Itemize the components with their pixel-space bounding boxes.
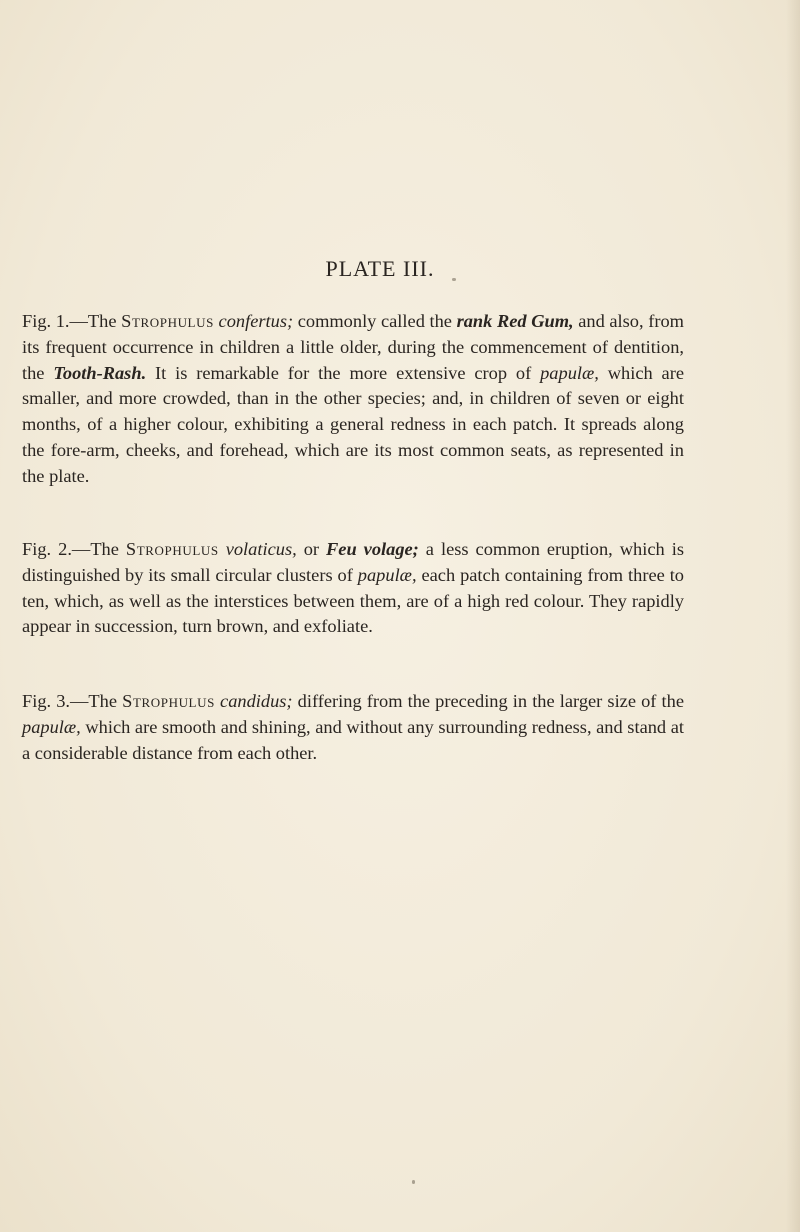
fig-1-genus: Strophulus (121, 311, 214, 331)
plate-title: PLATE III. (325, 256, 435, 281)
fig-2-common-name: Feu volage; (326, 539, 419, 559)
fig-1-label: Fig. 1. (22, 311, 70, 331)
paper-speck (412, 1180, 415, 1184)
fig-1-text-1: commonly called the (293, 311, 457, 331)
page-edge-shadow (786, 0, 800, 1232)
fig-2-text-2: a less common eruption, which is distinguished by its small circular clusters of (22, 539, 684, 585)
paper-speck (452, 278, 456, 281)
fig-2-description (22, 537, 684, 640)
fig-3-genus: Strophulus (122, 691, 215, 711)
fig-1-text-3: It is remarkable for the more extensive crop of (146, 362, 541, 383)
fig-2-label: Fig. 2. (22, 539, 72, 559)
fig-2-term: papulæ, (357, 564, 417, 585)
fig-1-dash: —The (69, 311, 122, 331)
fig-3-label: Fig. 3. (22, 691, 71, 711)
fig-3-description (22, 689, 684, 766)
fig-2-species: volaticus, (225, 539, 297, 559)
fig-1-common-name: rank Red Gum, (456, 311, 574, 331)
fig-3-text-2: which are smooth and shining, and without any surrounding redness, and stand at a considerable distance from each other. (22, 716, 684, 763)
fig-3-species: candidus; (220, 691, 293, 711)
fig-1-text-2: and also, from its frequent occurrence in children a little older, during the commencement of dentition, the (22, 311, 684, 383)
fig-3-text-1: differing from the preceding in the larger size of the (292, 691, 684, 711)
fig-2-text-3: each patch containing from three to ten, which, as well as the interstices between them, are of a high red colour. They rapidly appear in succession, turn brown, and exfoliate. (22, 564, 684, 637)
fig-1-species: confertus; (218, 311, 294, 331)
fig-2-text-1: or (296, 539, 327, 559)
fig-3-term: papulæ, (22, 716, 81, 737)
fig-3-dash: —The (70, 691, 123, 711)
fig-1-text-4: which are smaller, and more crowded, than in the other species; and, in children of seven or eight months, of a higher colour, exhibiting a general redness in each patch. It spreads along the fore-arm, cheeks, and forehead, which are its most common seats, as represented in the plate. (22, 362, 684, 486)
fig-2-genus: Strophulus (125, 539, 219, 559)
fig-2-dash: —The (71, 539, 126, 559)
fig-1-description (22, 309, 684, 490)
fig-1-term: papulæ, (540, 362, 599, 383)
fig-1-alt-name: Tooth-Rash. (53, 362, 147, 383)
